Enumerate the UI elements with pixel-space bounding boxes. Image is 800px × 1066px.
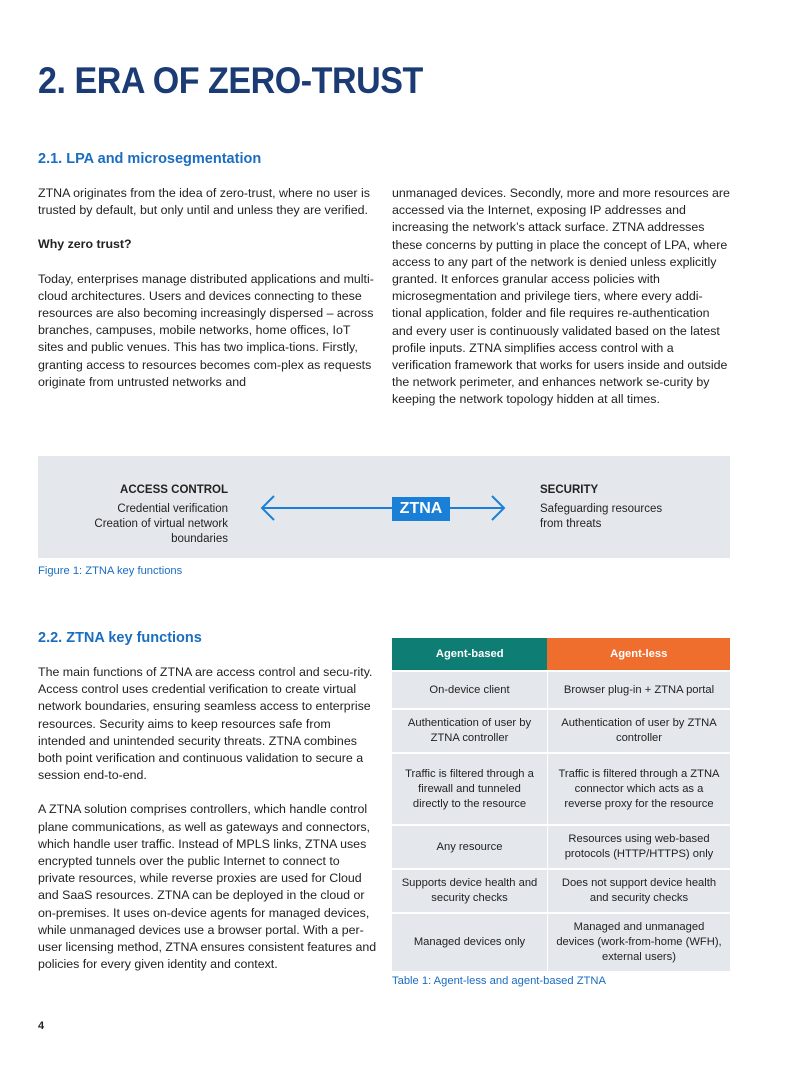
subheading-why-zero-trust: Why zero trust? — [38, 237, 132, 252]
figure-security — [540, 483, 662, 532]
table-row — [392, 825, 730, 869]
security-heading: SECURITY — [540, 484, 599, 496]
table-row — [392, 913, 730, 971]
figure-access-control — [38, 483, 228, 547]
table-row — [392, 671, 730, 709]
table-cell: Authentication of user by ZTNA controller — [392, 709, 547, 753]
table-cell: Authentication of user by ZTNA controller — [547, 709, 730, 753]
security-line: from threats — [540, 518, 602, 530]
table-cell: Resources using web-based protocols (HTTP/HTTPS) only — [547, 825, 730, 869]
table-cell: Does not support device health and security checks — [547, 869, 730, 913]
ztna-label: ZTNA — [392, 497, 450, 521]
security-line: Safeguarding resources — [540, 503, 663, 515]
page-title: 2. ERA OF ZERO-TRUST — [38, 60, 423, 101]
access-control-heading: ACCESS CONTROL — [120, 484, 228, 496]
access-control-line: Credential verification — [117, 503, 228, 515]
access-control-line: Creation of virtual network boundaries — [94, 518, 228, 545]
table-cell: Managed and unmanaged devices (work-from-home (WFH), external users) — [547, 913, 730, 971]
figure-ztna-key-functions — [38, 456, 730, 558]
paragraph: The main functions of ZTNA are access control and secu-rity. Access control uses credential verification to create virtual network boundaries, ensuring seamless access to enterprise resources. Security aims to keep resources safe from intended and unintended security threats. ZTNA combines both point verification and continuous validation to secure a session end-to-end. — [38, 665, 373, 783]
table-cell: Any resource — [392, 825, 547, 869]
section1-right-column — [392, 185, 732, 426]
table-cell: Traffic is filtered through a firewall and tunneled directly to the resource — [392, 753, 547, 825]
double-arrow-icon — [258, 492, 508, 524]
paragraph: A ZTNA solution comprises controllers, which handle control plane communications, as well as gateways and connectors, which handle user traffic. Instead of MPLS links, ZTNA uses encrypted tunnels over the public Internet to connect to private resources, while reverse proxies are used for Cloud and SaaS resources. ZTNA can be deployed in the cloud or on-premises. It uses on-device agents for managed devices, while unmanaged devices use a browser portal. With a per-user licensing method, ZTNA ensures consistent features and policies for every given identity and context. — [38, 802, 377, 972]
table-cell: Managed devices only — [392, 913, 547, 971]
figure-caption: Figure 1: ZTNA key functions — [38, 565, 183, 577]
column-header-agent-less: Agent-less — [547, 638, 730, 671]
table-cell: Traffic is filtered through a ZTNA connector which acts as a reverse proxy for the resource — [547, 753, 730, 825]
column-header-agent-based: Agent-based — [392, 638, 547, 671]
table-cell: Browser plug-in + ZTNA portal — [547, 671, 730, 709]
table-row — [392, 709, 730, 753]
table-row — [392, 869, 730, 913]
agent-comparison-table — [392, 638, 730, 971]
table-row — [392, 753, 730, 825]
table-cell: Supports device health and security checks — [392, 869, 547, 913]
section-heading-lpa: 2.1. LPA and microsegmentation — [38, 151, 262, 167]
table-header-row — [392, 638, 730, 671]
section-heading-key-functions: 2.2. ZTNA key functions — [38, 630, 202, 646]
table-caption: Table 1: Agent-less and agent-based ZTNA — [392, 975, 606, 987]
paragraph: unmanaged devices. Secondly, more and more resources are accessed via the Internet, exposing IP addresses and increasing the network’s attack surface. ZTNA addresses these concerns by putting in place the concept of LPA, where access to any part of the network is denied unless explicitly granted. It enforces granular access policies with microsegmentation and privilege tiers, where every addi-tional application, folder and file requires re-authentication and every user is continuously validated based on the latest profile inputs. ZTNA simplifies access control with a verification framework that works for users inside and outside the network perimeter, and enhances network se-curity by keeping the network topology hidden at all times. — [392, 186, 730, 407]
paragraph: Today, enterprises manage distributed applications and multi-cloud architectures. Users and devices connecting to these resources are also becoming increasingly dispersed – across branches, campuses, mobile networks, home offices, IoT sites and public venues. This has two implica-tions. Firstly, granting access to resources becomes com-plex as requests originate from untrusted networks and — [38, 271, 374, 389]
table-cell: On-device client — [392, 671, 547, 709]
page-number: 4 — [38, 1020, 45, 1032]
section1-left-column — [38, 185, 378, 408]
paragraph: ZTNA originates from the idea of zero-trust, where no user is trusted by default, but only until and unless they are verified. — [38, 186, 370, 218]
section2-column — [38, 664, 378, 990]
